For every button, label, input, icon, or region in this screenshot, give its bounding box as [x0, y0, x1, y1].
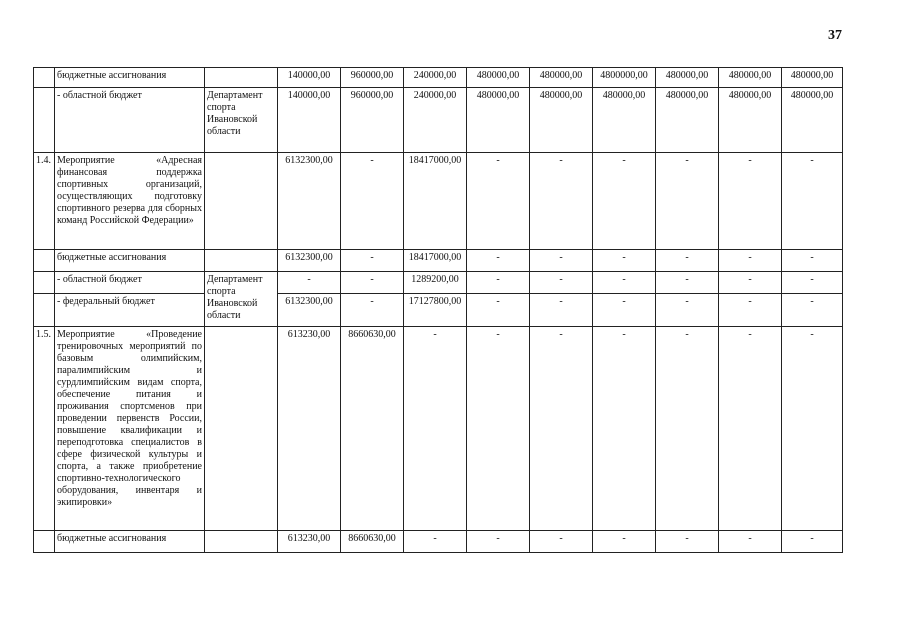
row-number: 1.5. [34, 327, 55, 531]
row-executor [205, 327, 278, 531]
cell-value: 1289200,00 [404, 272, 467, 294]
cell-value: 240000,00 [404, 68, 467, 88]
row-number: 1.4. [34, 153, 55, 250]
page-number: 37 [828, 28, 842, 43]
table-row [34, 250, 843, 272]
cell-value: 140000,00 [278, 88, 341, 153]
cell-value: - [656, 153, 719, 250]
cell-value: - [656, 327, 719, 531]
cell-value: - [341, 153, 404, 250]
cell-value: - [467, 250, 530, 272]
cell-value: - [467, 272, 530, 294]
cell-value: - [593, 327, 656, 531]
cell-value: - [719, 531, 782, 553]
cell-value: - [656, 272, 719, 294]
row-executor [205, 531, 278, 553]
row-number [34, 250, 55, 272]
cell-value: 240000,00 [404, 88, 467, 153]
cell-value: - [530, 327, 593, 531]
cell-value: - [782, 153, 843, 250]
cell-value: - [782, 294, 843, 327]
table-row [34, 153, 843, 250]
cell-value: 480000,00 [530, 88, 593, 153]
cell-value: - [719, 272, 782, 294]
cell-value: 480000,00 [530, 68, 593, 88]
row-name: - федеральный бюджет [55, 294, 205, 327]
cell-value: - [341, 272, 404, 294]
table-row [34, 327, 843, 531]
cell-value: - [593, 272, 656, 294]
row-name: бюджетные ассигнования [55, 250, 205, 272]
cell-value: - [719, 153, 782, 250]
row-name: бюджетные ассигнования [55, 531, 205, 553]
row-name: - областной бюджет [55, 272, 205, 294]
cell-value: - [341, 250, 404, 272]
cell-value: 6132300,00 [278, 294, 341, 327]
cell-value: - [593, 153, 656, 250]
cell-value: 18417000,00 [404, 250, 467, 272]
cell-value: 613230,00 [278, 327, 341, 531]
cell-value: 960000,00 [341, 68, 404, 88]
row-executor [205, 250, 278, 272]
row-executor [205, 153, 278, 250]
cell-value: 480000,00 [467, 88, 530, 153]
cell-value: 480000,00 [656, 88, 719, 153]
table-row [34, 272, 843, 294]
cell-value: 17127800,00 [404, 294, 467, 327]
cell-value: 480000,00 [467, 68, 530, 88]
cell-value: - [530, 272, 593, 294]
cell-value: - [530, 531, 593, 553]
table-row [34, 294, 843, 327]
cell-value: 8660630,00 [341, 531, 404, 553]
cell-value: 6132300,00 [278, 250, 341, 272]
cell-value: - [530, 294, 593, 327]
cell-value: - [530, 250, 593, 272]
cell-value: 480000,00 [593, 88, 656, 153]
cell-value: - [341, 294, 404, 327]
cell-value: - [593, 294, 656, 327]
row-number [34, 294, 55, 327]
cell-value: 18417000,00 [404, 153, 467, 250]
row-executor: Департамент спорта Ивановской области [205, 88, 278, 153]
cell-value: - [404, 531, 467, 553]
row-number [34, 68, 55, 88]
cell-value: - [656, 294, 719, 327]
cell-value: 960000,00 [341, 88, 404, 153]
cell-value: - [404, 327, 467, 531]
row-name: Мероприятие «Проведение тренировочных мероприятий по базовым олимпийским, паралимпийским и сурдлимпийским видам спорта, обеспечение питания и проживания спортсменов при проведении первенств России, повышение квалификации и переподготовка специалистов в сфере физической культуры и спорта, а также приобретение спортивно-технологического оборудования, инвентаря и экипировки» [55, 327, 205, 531]
cell-value: - [467, 327, 530, 531]
cell-value: - [530, 153, 593, 250]
cell-value: - [593, 531, 656, 553]
row-executor [205, 68, 278, 88]
cell-value: - [467, 531, 530, 553]
cell-value: - [782, 327, 843, 531]
cell-value: - [782, 272, 843, 294]
cell-value: - [656, 250, 719, 272]
row-number [34, 88, 55, 153]
row-name: - областной бюджет [55, 88, 205, 153]
cell-value: - [719, 327, 782, 531]
row-name: Мероприятие «Адресная финансовая поддержка спортивных организаций, осуществляющих подготовку спортивного резерва для сборных команд Российской Федерации» [55, 153, 205, 250]
table-row [34, 531, 843, 553]
cell-value: 480000,00 [719, 88, 782, 153]
budget-table [33, 67, 843, 553]
cell-value: - [782, 250, 843, 272]
cell-value: 480000,00 [719, 68, 782, 88]
cell-value: - [782, 531, 843, 553]
cell-value: 613230,00 [278, 531, 341, 553]
cell-value: 480000,00 [782, 68, 843, 88]
cell-value: 8660630,00 [341, 327, 404, 531]
cell-value: - [656, 531, 719, 553]
row-number [34, 531, 55, 553]
cell-value: - [593, 250, 656, 272]
table-row [34, 88, 843, 153]
cell-value: - [278, 272, 341, 294]
cell-value: - [467, 294, 530, 327]
row-name: бюджетные ассигнования [55, 68, 205, 88]
cell-value: 4800000,00 [593, 68, 656, 88]
cell-value: - [719, 250, 782, 272]
cell-value: - [467, 153, 530, 250]
cell-value: 140000,00 [278, 68, 341, 88]
cell-value: 6132300,00 [278, 153, 341, 250]
row-executor: Департамент спорта Ивановской области [205, 272, 278, 327]
table-row [34, 68, 843, 88]
cell-value: 480000,00 [782, 88, 843, 153]
cell-value: 480000,00 [656, 68, 719, 88]
cell-value: - [719, 294, 782, 327]
row-number [34, 272, 55, 294]
